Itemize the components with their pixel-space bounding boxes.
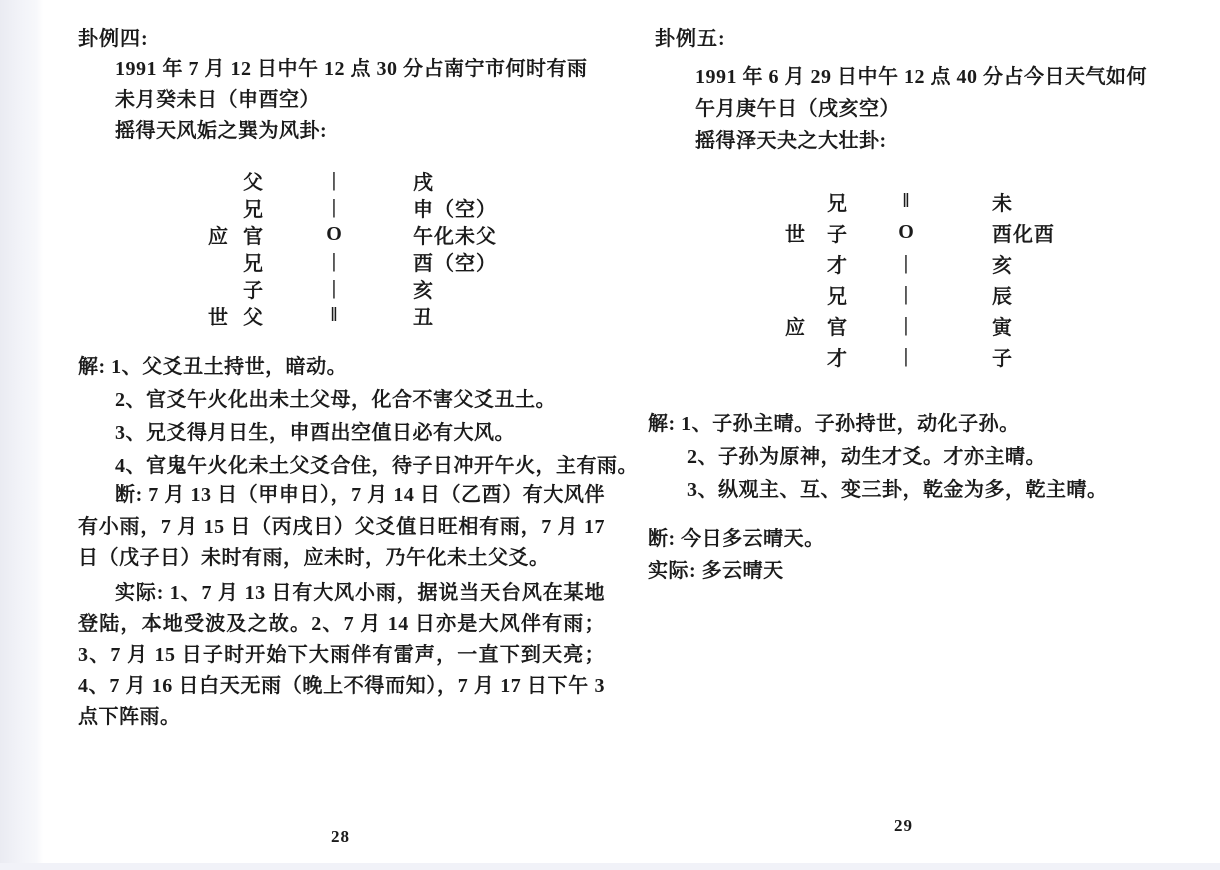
- analysis-line: 3、纵观主、互、变三卦，乾金为多，乾主晴。: [687, 479, 1108, 501]
- earthly-branch: 子: [992, 348, 1013, 370]
- analysis-line: 解: 1、子孙主晴。子孙持世，动化子孙。: [648, 413, 1020, 435]
- yao-line-symbol: |: [903, 252, 909, 274]
- hexagram-row: [196, 301, 532, 328]
- page-number: 29: [894, 816, 913, 835]
- six-relative: 才: [827, 348, 847, 370]
- analysis-line: 2、官爻午火化出未土父母，化合不害父爻丑土。: [115, 389, 556, 411]
- hexagram-row: [783, 186, 1106, 217]
- yin-line-symbol: ‖: [330, 304, 338, 326]
- six-relative: 才: [827, 255, 847, 277]
- moving-yang-symbol: O: [326, 223, 342, 245]
- case-header-line: 午月庚午日（戌亥空）: [695, 98, 900, 120]
- case-header-line: 未月癸未日（申酉空）: [115, 89, 320, 111]
- six-relative: 父: [243, 307, 263, 329]
- analysis-line: 2、子孙为原神，动生才爻。才亦主晴。: [687, 446, 1046, 468]
- page-number: 28: [331, 827, 350, 846]
- yao-line-symbol: |: [331, 169, 337, 191]
- analysis-line: 3、兄爻得月日生，申酉出空值日必有大风。: [115, 422, 515, 444]
- earthly-branch: 申（空）: [413, 199, 497, 221]
- judgment-paragraph: 断: 今日多云晴天。: [648, 528, 825, 550]
- six-relative: 父: [243, 172, 263, 194]
- scan-bottom-edge: [0, 863, 1220, 870]
- hexagram-row: [783, 217, 1106, 248]
- earthly-branch: 未: [992, 193, 1013, 215]
- six-relative: 官: [827, 317, 847, 339]
- shi-ying-marker: 应: [208, 226, 228, 248]
- case-header: [115, 54, 588, 147]
- case-title: 卦例四:: [78, 28, 149, 50]
- earthly-branch: 酉（空）: [413, 253, 497, 275]
- earthly-branch: 辰: [992, 286, 1013, 308]
- six-relative: 兄: [827, 193, 847, 215]
- actual-result-paragraph: 实际: 多云晴天: [648, 560, 784, 582]
- moving-yang-symbol: O: [898, 221, 914, 243]
- yin-line-symbol: ‖: [902, 190, 910, 212]
- earthly-branch: 午化未父: [413, 226, 497, 248]
- case-header: [695, 61, 1147, 157]
- yao-line-symbol: |: [903, 283, 909, 305]
- yao-line-symbol: |: [331, 250, 337, 272]
- earthly-branch: 戌: [413, 172, 434, 194]
- actual-result-paragraph: 实际: 1、7 月 13 日有大风小雨，据说当天台风在某地登陆，本地受波及之故。2、7 月 14 日亦是大风伴有雨；3、7 月 15 日子时开始下大雨伴有雷声，一直下到天亮；4、7 月 16 日白天无雨（晚上不得而知），7 月 17 日下午 3 点下阵雨。: [78, 582, 605, 728]
- hexagram-row: [783, 341, 1106, 372]
- six-relative: 兄: [243, 199, 263, 221]
- hexagram-row: [196, 220, 532, 247]
- analysis-block: [648, 408, 1108, 507]
- shi-ying-marker: 世: [785, 224, 805, 246]
- six-relative: 兄: [827, 286, 847, 308]
- case-header-line: 1991 年 7 月 12 日中午 12 点 30 分占南宁市何时有雨: [115, 58, 588, 80]
- hexagram-row: [783, 248, 1106, 279]
- six-relative: 官: [243, 226, 263, 248]
- hexagram-diagram: [196, 166, 532, 328]
- case-header-line: 摇得泽天夬之大壮卦:: [695, 130, 887, 152]
- earthly-branch: 丑: [413, 307, 434, 329]
- hexagram-row: [196, 193, 532, 220]
- analysis-block: [78, 351, 638, 483]
- hexagram-row: [196, 274, 532, 301]
- analysis-line: 解: 1、父爻丑土持世，暗动。: [78, 356, 348, 378]
- hexagram-diagram: [783, 186, 1106, 372]
- case-header-line: 摇得天风姤之巽为风卦:: [115, 120, 328, 142]
- earthly-branch: 酉化酉: [992, 224, 1055, 246]
- earthly-branch: 寅: [992, 317, 1013, 339]
- yao-line-symbol: |: [331, 277, 337, 299]
- six-relative: 兄: [243, 253, 263, 275]
- yao-line-symbol: |: [331, 196, 337, 218]
- hexagram-row: [196, 247, 532, 274]
- earthly-branch: 亥: [992, 255, 1013, 277]
- case-title: 卦例五:: [655, 28, 726, 50]
- earthly-branch: 亥: [413, 280, 434, 302]
- shi-ying-marker: 世: [208, 307, 228, 329]
- hexagram-row: [196, 166, 532, 193]
- yao-line-symbol: |: [903, 345, 909, 367]
- six-relative: 子: [827, 224, 847, 246]
- six-relative: 子: [243, 280, 263, 302]
- shi-ying-marker: 应: [785, 317, 805, 339]
- judgment-paragraph: 断: 7 月 13 日（甲申日），7 月 14 日（乙酉）有大风伴有小雨，7 月 15 日（丙戌日）父爻值日旺相有雨，7 月 17 日（戊子日）未时有雨，应未时，乃午化未土父爻。: [78, 484, 605, 569]
- yao-line-symbol: |: [903, 314, 909, 336]
- analysis-line: 4、官鬼午火化未土父爻合住，待子日冲开午火，主有雨。: [115, 455, 638, 477]
- hexagram-row: [783, 279, 1106, 310]
- hexagram-row: [783, 310, 1106, 341]
- case-header-line: 1991 年 6 月 29 日中午 12 点 40 分占今日天气如何: [695, 66, 1147, 88]
- scan-left-edge: [0, 0, 43, 870]
